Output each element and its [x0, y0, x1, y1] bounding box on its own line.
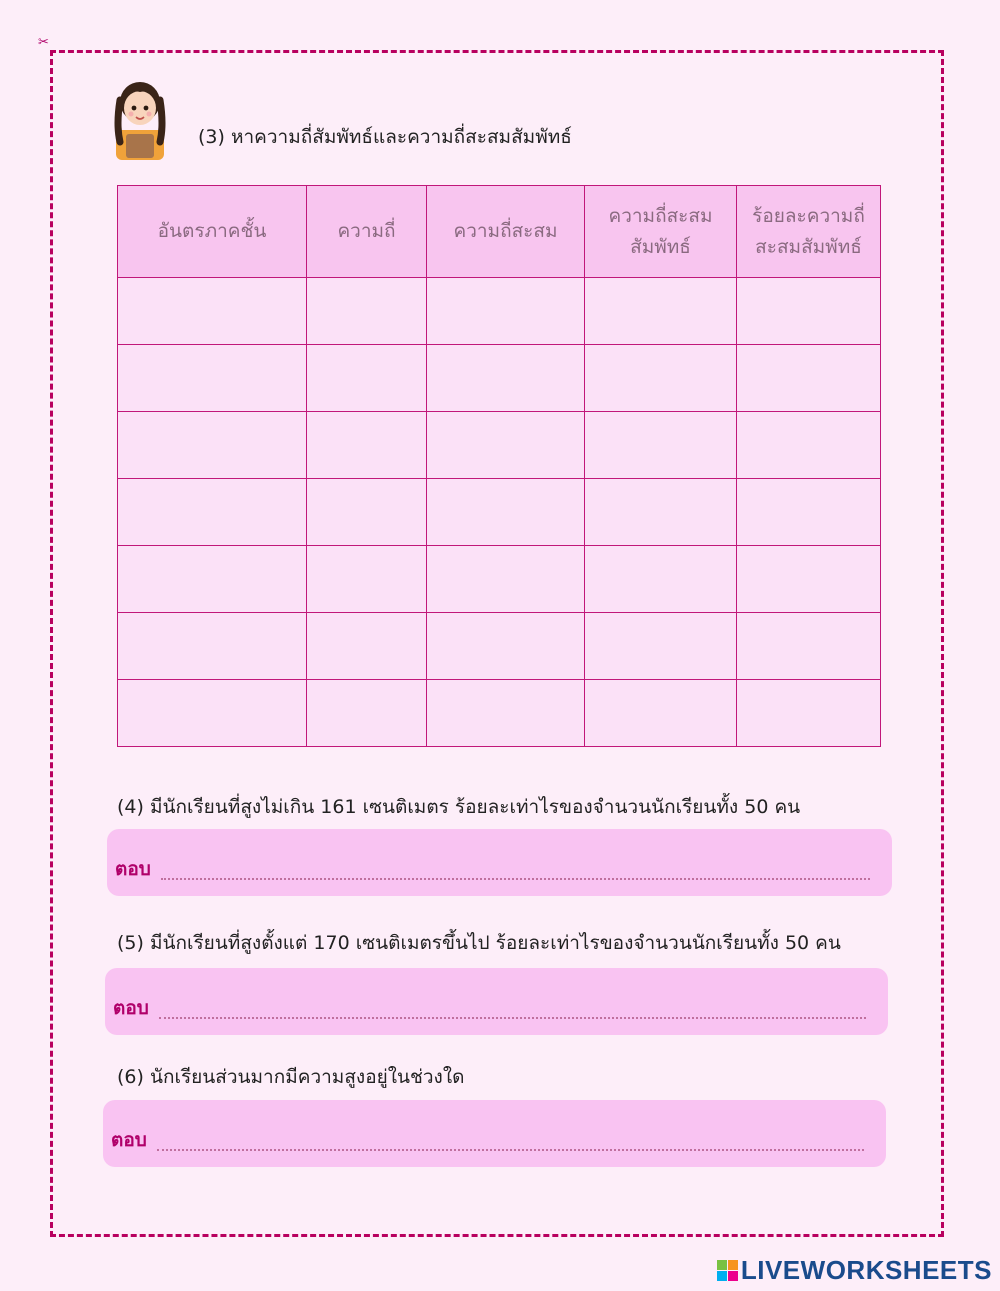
question-6: (6) นักเรียนส่วนมากมีความสูงอยู่ในช่วงใด — [117, 1066, 465, 1088]
column-header: ความถี่สะสม สัมพัทธ์ — [585, 186, 737, 278]
table-cell[interactable] — [118, 479, 307, 546]
table-row — [118, 479, 881, 546]
table-cell[interactable] — [585, 546, 737, 613]
column-header: ความถี่สะสม — [427, 186, 585, 278]
answer-line — [159, 1015, 866, 1019]
question-4: (4) มีนักเรียนที่สูงไม่เกิน 161 เซนติเมตร ร้อยละเท่าไรของจำนวนนักเรียนทั้ง 50 คน — [117, 796, 801, 818]
girl-illustration — [110, 70, 170, 162]
table-cell[interactable] — [737, 613, 881, 680]
answer-label: ตอบ — [113, 997, 149, 1019]
table-cell[interactable] — [427, 479, 585, 546]
table-cell[interactable] — [118, 412, 307, 479]
answer-line — [161, 876, 870, 880]
table-cell[interactable] — [118, 613, 307, 680]
answer-box-6[interactable] — [103, 1100, 886, 1167]
table-cell[interactable] — [585, 479, 737, 546]
answer-box-5[interactable] — [105, 968, 888, 1035]
table-row — [118, 345, 881, 412]
table-cell[interactable] — [737, 278, 881, 345]
table-cell[interactable] — [427, 345, 585, 412]
table-cell[interactable] — [427, 680, 585, 747]
table-cell[interactable] — [585, 345, 737, 412]
table-cell[interactable] — [118, 546, 307, 613]
table-cell[interactable] — [585, 680, 737, 747]
table-cell[interactable] — [307, 278, 427, 345]
logo-text: LIVEWORKSHEETS — [740, 1254, 992, 1285]
table-cell[interactable] — [118, 278, 307, 345]
table-cell[interactable] — [307, 412, 427, 479]
table-cell[interactable] — [307, 345, 427, 412]
table-cell[interactable] — [585, 278, 737, 345]
table-cell[interactable] — [118, 345, 307, 412]
table-cell[interactable] — [427, 546, 585, 613]
table-cell[interactable] — [585, 412, 737, 479]
table-cell[interactable] — [585, 613, 737, 680]
section-heading: (3) หาความถี่สัมพัทธ์และความถี่สะสมสัมพัทธ์ — [198, 126, 572, 148]
column-header: ความถี่ — [307, 186, 427, 278]
answer-label: ตอบ — [115, 858, 151, 880]
table-cell[interactable] — [307, 613, 427, 680]
answer-box-4[interactable] — [107, 829, 892, 896]
table-cell[interactable] — [737, 412, 881, 479]
table-cell[interactable] — [737, 680, 881, 747]
table-row — [118, 278, 881, 345]
answer-line — [157, 1147, 864, 1151]
table-cell[interactable] — [737, 345, 881, 412]
table-row — [118, 412, 881, 479]
table-cell[interactable] — [307, 680, 427, 747]
scissors-icon: ✂ — [38, 35, 49, 50]
table-row — [118, 546, 881, 613]
table-row — [118, 680, 881, 747]
logo-icon — [717, 1260, 738, 1281]
table-cell[interactable] — [427, 412, 585, 479]
table-cell[interactable] — [307, 546, 427, 613]
question-5: (5) มีนักเรียนที่สูงตั้งแต่ 170 เซนติเมตรขึ้นไป ร้อยละเท่าไรของจำนวนนักเรียนทั้ง 50 คน — [117, 932, 841, 954]
table-header-row — [118, 186, 881, 278]
table-row — [118, 613, 881, 680]
table-cell[interactable] — [427, 613, 585, 680]
frequency-table — [117, 185, 881, 747]
table-cell[interactable] — [737, 546, 881, 613]
table-cell[interactable] — [118, 680, 307, 747]
liveworksheets-logo — [717, 1255, 992, 1285]
answer-label: ตอบ — [111, 1129, 147, 1151]
table-cell[interactable] — [737, 479, 881, 546]
column-header: ร้อยละความถี่ สะสมสัมพัทธ์ — [737, 186, 881, 278]
column-header: อันตรภาคชั้น — [118, 186, 307, 278]
table-cell[interactable] — [307, 479, 427, 546]
table-cell[interactable] — [427, 278, 585, 345]
